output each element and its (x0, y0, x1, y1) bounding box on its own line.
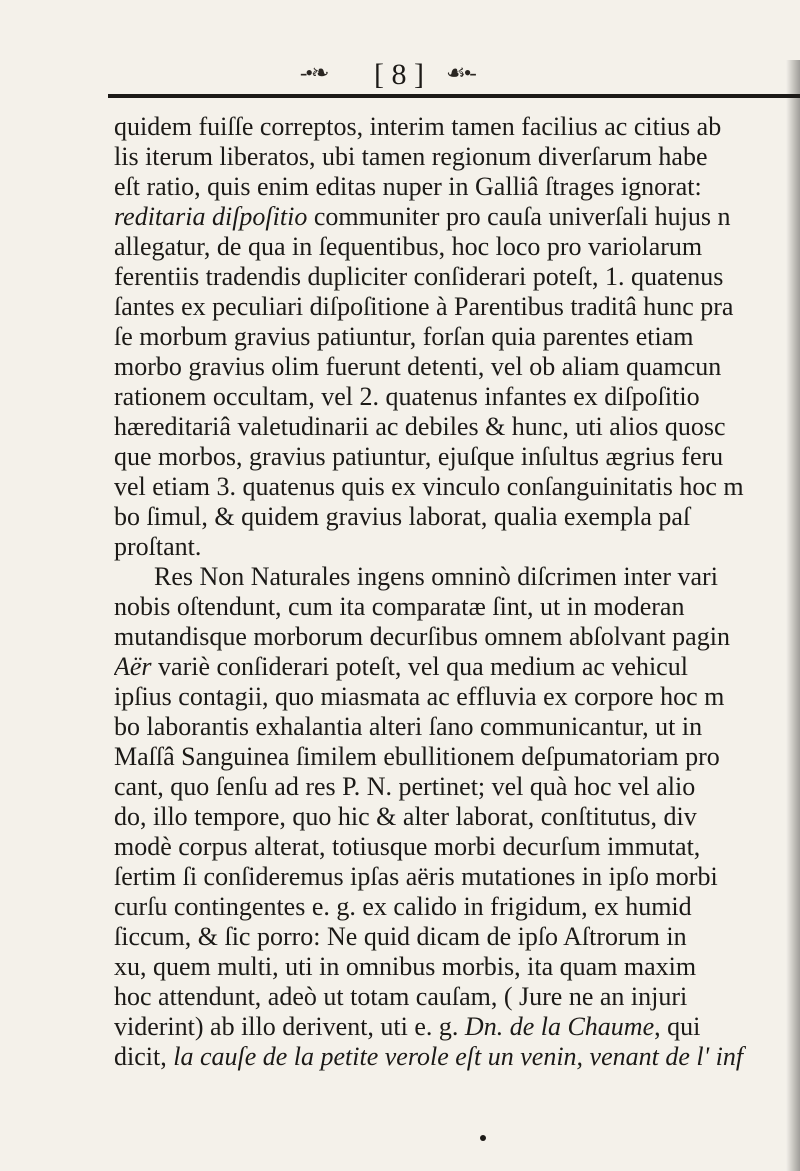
text-line (114, 382, 800, 412)
text-line (114, 622, 800, 652)
text-run: xu, quem multi, uti in omnibus morbis, ita quam maxim (114, 952, 697, 981)
text-run: cant, quo ſenſu ad res P. N. pertinet; vel quà hoc vel alio (114, 772, 696, 801)
text-run: quidem fuiſſe correptos, interim tamen facilius ac citius ab (114, 112, 722, 141)
text-run: bo ſimul, & quidem gravius laborat, qualia exempla paſ (114, 502, 691, 531)
body-text (114, 112, 800, 1072)
text-line (114, 982, 800, 1012)
text-line (114, 772, 800, 802)
text-line (114, 712, 800, 742)
text-line (114, 112, 800, 142)
text-line (114, 562, 800, 592)
text-line (114, 652, 800, 682)
text-run: eſt ratio, quis enim editas nuper in Galliâ ſtrages ignorat: (114, 172, 702, 201)
text-line (114, 892, 800, 922)
text-run: vel etiam 3. quatenus quis ex vinculo conſanguinitatis hoc m (114, 472, 744, 501)
text-line (114, 952, 800, 982)
text-run: modè corpus alterat, totiusque morbi decurſum immutat, (114, 832, 701, 861)
header-ornament-left-icon: -•❧ (300, 60, 328, 85)
text-run: morbo gravius olim fuerunt detenti, vel ob aliam quamcun (114, 352, 722, 381)
text-line (114, 832, 800, 862)
text-run: ferentiis tradendis dupliciter conſiderari poteſt, 1. quatenus (114, 262, 724, 291)
text-run: ſiccum, & ſic porro: Ne quid dicam de ipſo Aſtrorum in (114, 922, 687, 951)
text-line (114, 232, 800, 262)
text-run: ſantes ex peculiari diſpoſitione à Parentibus traditâ hunc pra (114, 292, 734, 321)
header-rule (108, 94, 800, 98)
italic-phrase: Aër (114, 652, 152, 681)
text-line (114, 322, 800, 352)
text-line (114, 172, 800, 202)
text-line (114, 922, 800, 952)
text-line (114, 682, 800, 712)
text-line (114, 742, 800, 772)
text-run: curſu contingentes e. g. ex calido in frigidum, ex humid (114, 892, 692, 921)
text-line (114, 862, 800, 892)
text-line (114, 412, 800, 442)
text-line (114, 592, 800, 622)
italic-phrase: la cauſe de la petite verole eſt un venin, venant de l' inf (173, 1042, 744, 1071)
text-line (114, 1012, 800, 1042)
text-run: ipſius contagii, quo miasmata ac effluvia ex corpore hoc m (114, 682, 725, 711)
text-line (114, 292, 800, 322)
text-line (114, 352, 800, 382)
text-line (114, 262, 800, 292)
text-run: nobis oſtendunt, cum ita comparatæ ſint, ut in moderan (114, 592, 685, 621)
text-run: allegatur, de qua in ſequentibus, hoc loco pro variolarum (114, 232, 703, 261)
text-run: hæreditariâ valetudinarii ac debiles & hunc, uti alios quosc (114, 412, 726, 441)
text-run: mutandisque morborum decurſibus omnem abſolvant pagin (114, 622, 730, 651)
text-line (114, 442, 800, 472)
italic-phrase: Dn. de la Chaume (464, 1012, 655, 1041)
text-run: ſertim ſi conſideremus ipſas aëris mutationes in ipſo morbi (114, 862, 718, 891)
text-run: variè conſiderari poteſt, vel qua medium ac vehicul (151, 652, 688, 681)
text-line (114, 502, 800, 532)
header-ornament-right-icon: ☙•- (446, 60, 475, 85)
text-line (114, 142, 800, 172)
text-line (114, 1042, 800, 1072)
text-run: hoc attendunt, adeò ut totam cauſam, ( Jure ne an injuri (114, 982, 688, 1011)
text-run: do, illo tempore, quo hic & alter laborat, conſtitutus, div (114, 802, 697, 831)
text-run: Res Non Naturales ingens omninò diſcrimen inter vari (154, 562, 718, 591)
text-run: , qui (654, 1012, 701, 1041)
text-run: communiter pro cauſa univerſali hujus n (307, 202, 731, 231)
text-run: Maſſâ Sanguinea ſimilem ebullitionem deſpumatoriam pro (114, 742, 720, 771)
text-run: que morbos, gravius patiuntur, ejuſque inſultus ægrius feru (114, 442, 724, 471)
text-run: proſtant. (114, 532, 202, 561)
page-number: [ 8 ] (374, 58, 424, 91)
text-run: rationem occultam, vel 2. quatenus infantes ex diſpoſitio (114, 382, 700, 411)
text-line (114, 532, 800, 562)
printer-mark (480, 1135, 486, 1141)
text-line (114, 472, 800, 502)
text-run: ſe morbum gravius patiuntur, forſan quia parentes etiam (114, 322, 694, 351)
text-run: bo laborantis exhalantia alteri ſano communicantur, ut in (114, 712, 703, 741)
text-line (114, 202, 800, 232)
text-line (114, 802, 800, 832)
italic-phrase: reditaria diſpoſitio (114, 202, 308, 231)
text-run: viderint) ab illo derivent, uti e. g. (114, 1012, 465, 1041)
text-run: dicit, (114, 1042, 174, 1071)
text-run: lis iterum liberatos, ubi tamen regionum diverſarum habe (114, 142, 708, 171)
